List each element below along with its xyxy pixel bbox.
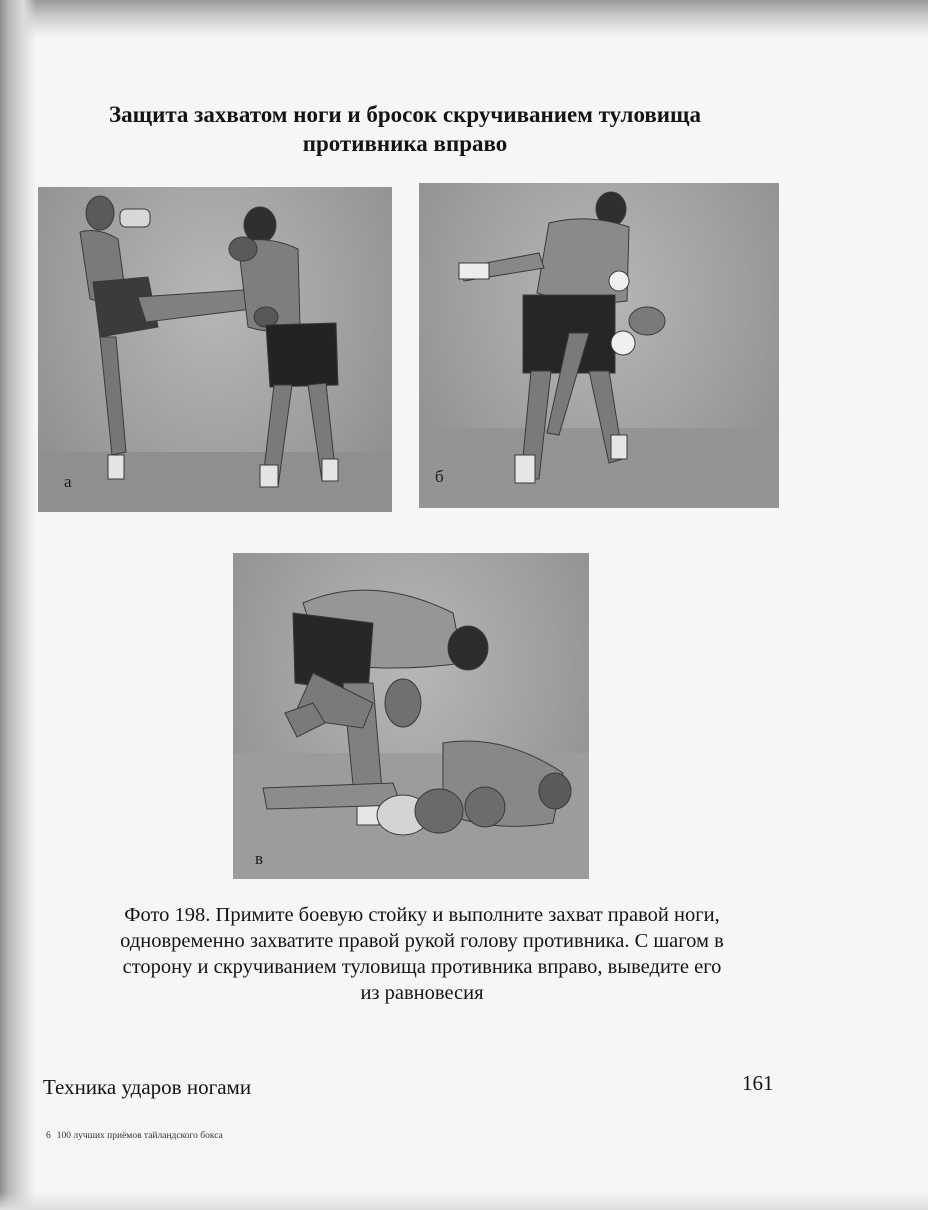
title-line-1: Защита захватом ноги и бросок скручиванием туловища xyxy=(109,102,701,127)
printer-signature xyxy=(46,1131,229,1141)
photo-b xyxy=(419,183,779,508)
scan-shadow-top xyxy=(0,0,928,38)
scan-shadow-bottom xyxy=(0,1192,928,1210)
fighter-right xyxy=(229,207,338,487)
running-footer-section: Техника ударов ногами xyxy=(43,1075,252,1099)
photo-a xyxy=(38,187,392,512)
caption-line-1: Фото 198. Примите боевую стойку и выполните захват правой ноги, xyxy=(124,904,720,926)
page-title xyxy=(60,100,750,158)
caption-line-4: из равновесия xyxy=(360,982,484,1004)
signature-book-title: 100 лучших приёмов тайландского бокса xyxy=(56,1131,223,1141)
scan-shadow-left xyxy=(0,0,36,1210)
photo-b-image xyxy=(419,183,779,508)
photo-a-image xyxy=(38,187,392,512)
photo-caption xyxy=(22,902,822,1006)
photo-b-label: б xyxy=(435,467,444,486)
photo-c-label: в xyxy=(255,849,264,868)
signature-number: 6 xyxy=(46,1131,51,1141)
photo-c-image xyxy=(233,553,589,879)
page-number: 161 xyxy=(742,1071,774,1095)
photo-a-label: а xyxy=(64,472,72,491)
caption-line-3: сторону и скручиванием туловища противника вправо, выведите его xyxy=(122,956,722,978)
caption-line-2: одновременно захватите правой рукой голову противника. С шагом в xyxy=(120,930,724,952)
title-line-2: противника вправо xyxy=(302,131,508,156)
photo-c xyxy=(233,553,589,879)
